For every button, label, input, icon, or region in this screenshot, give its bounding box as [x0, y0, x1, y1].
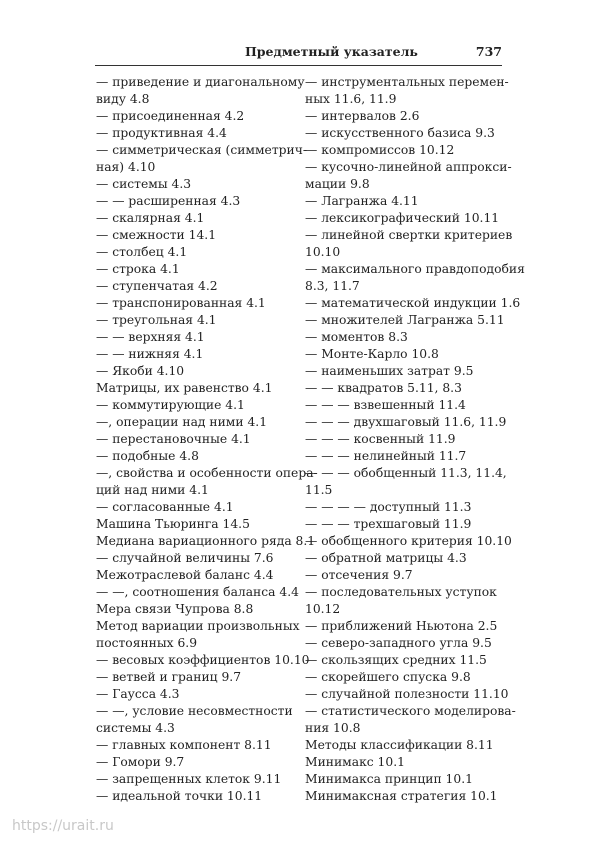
- index-entry: ния 10.8: [305, 721, 361, 735]
- index-entry: — Якоби 4.10: [96, 364, 185, 378]
- page-number: 737: [475, 44, 502, 59]
- index-entry: — подобные 4.8: [96, 449, 199, 463]
- index-entry: ная) 4.10: [96, 160, 156, 174]
- index-entry: — — — нелинейный 11.7: [305, 449, 467, 463]
- index-entry: — математической индукции 1.6: [305, 296, 521, 310]
- index-entry: — — — — доступный 11.3: [305, 500, 472, 514]
- index-entry: — компромиссов 10.12: [305, 143, 455, 157]
- index-column-right: [305, 74, 525, 805]
- index-entry: Минимаксная стратегия 10.1: [305, 789, 498, 803]
- index-entry: Матрицы, их равенство 4.1: [96, 381, 273, 395]
- index-entry: — — верхняя 4.1: [96, 330, 205, 344]
- index-entry: — системы 4.3: [96, 177, 192, 191]
- index-entry: — множителей Лагранжа 5.11: [305, 313, 505, 327]
- index-entry: — приведение и диагональному: [96, 75, 305, 89]
- index-entry: — продуктивная 4.4: [96, 126, 227, 140]
- page-header: [95, 44, 502, 64]
- index-entry: — — расширенная 4.3: [96, 194, 241, 208]
- index-entry: — Лагранжа 4.11: [305, 194, 419, 208]
- index-entry: ных 11.6, 11.9: [305, 92, 397, 106]
- index-entry: — инструментальных перемен-: [305, 75, 509, 89]
- index-entry: виду 4.8: [96, 92, 150, 106]
- index-entry: Мера связи Чупрова 8.8: [96, 602, 254, 616]
- index-entry: — столбец 4.1: [96, 245, 188, 259]
- watermark-url: https://urait.ru: [12, 818, 114, 834]
- index-entry: Медиана вариационного ряда 8.1: [96, 534, 316, 548]
- index-entry: — — — взвешенный 11.4: [305, 398, 466, 412]
- index-entry: — статистического моделирова-: [305, 704, 516, 718]
- index-entry: Межотраслевой баланс 4.4: [96, 568, 274, 582]
- index-entry: — искусственного базиса 9.3: [305, 126, 495, 140]
- index-entry: — ступенчатая 4.2: [96, 279, 218, 293]
- index-entry: — обратной матрицы 4.3: [305, 551, 467, 565]
- index-entry: Минимакс 10.1: [305, 755, 405, 769]
- index-entry: Минимакса принцип 10.1: [305, 772, 473, 786]
- index-entry: — северо-западного угла 9.5: [305, 636, 492, 650]
- index-entry: — — — трехшаговый 11.9: [305, 517, 472, 531]
- index-entry: — наименьших затрат 9.5: [305, 364, 474, 378]
- index-entry: — идеальной точки 10.11: [96, 789, 263, 803]
- index-entry: — моментов 8.3: [305, 330, 408, 344]
- index-entry: — лексикографический 10.11: [305, 211, 500, 225]
- index-entry: — интервалов 2.6: [305, 109, 420, 123]
- index-entry: —, свойства и особенности опера-: [96, 466, 318, 480]
- index-entry: ций над ними 4.1: [96, 483, 209, 497]
- index-entry: — максимального правдоподобия: [305, 262, 525, 276]
- index-entry: —, операции над ними 4.1: [96, 415, 268, 429]
- index-entry: — —, условие несовместности: [96, 704, 293, 718]
- index-entry: 8.3, 11.7: [305, 279, 360, 293]
- index-entry: постоянных 6.9: [96, 636, 198, 650]
- index-entry: — перестановочные 4.1: [96, 432, 251, 446]
- index-entry: — — нижняя 4.1: [96, 347, 204, 361]
- index-entry: — приближений Ньютона 2.5: [305, 619, 498, 633]
- index-entry: 11.5: [305, 483, 333, 497]
- index-entry: — симметрическая (симметрич-: [96, 143, 307, 157]
- index-entry: Методы классификации 8.11: [305, 738, 494, 752]
- index-entry: — линейной свертки критериев: [305, 228, 513, 242]
- index-entry: — коммутирующие 4.1: [96, 398, 245, 412]
- index-entry: 10.10: [305, 245, 341, 259]
- index-entry: — присоединенная 4.2: [96, 109, 245, 123]
- index-entry: 10.12: [305, 602, 341, 616]
- index-entry: — скорейшего спуска 9.8: [305, 670, 471, 684]
- index-entry: — — квадратов 5.11, 8.3: [305, 381, 462, 395]
- index-entry: — Монте-Карло 10.8: [305, 347, 439, 361]
- index-entry: Метод вариации произвольных: [96, 619, 300, 633]
- index-column-left: [96, 74, 318, 805]
- index-entry: — главных компонент 8.11: [96, 738, 272, 752]
- index-entry: — строка 4.1: [96, 262, 180, 276]
- index-entry: — треугольная 4.1: [96, 313, 217, 327]
- index-entry: — —, соотношения баланса 4.4: [96, 585, 299, 599]
- index-entry: — скалярная 4.1: [96, 211, 205, 225]
- index-entry: — случайной полезности 11.10: [305, 687, 509, 701]
- index-entry: системы 4.3: [96, 721, 175, 735]
- index-entry: — Гомори 9.7: [96, 755, 185, 769]
- index-entry: — согласованные 4.1: [96, 500, 234, 514]
- index-entry: Машина Тьюринга 14.5: [96, 517, 250, 531]
- index-entry: — случайной величины 7.6: [96, 551, 274, 565]
- index-entry: — отсечения 9.7: [305, 568, 413, 582]
- index-entry: — смежности 14.1: [96, 228, 217, 242]
- index-entry: — кусочно-линейной аппрокси-: [305, 160, 512, 174]
- index-entry: — запрещенных клеток 9.11: [96, 772, 282, 786]
- index-entry: — — — обобщенный 11.3, 11.4,: [305, 466, 507, 480]
- index-entry: — скользящих средних 11.5: [305, 653, 487, 667]
- index-entry: — транспонированная 4.1: [96, 296, 266, 310]
- index-entry: — весовых коэффициентов 10.10: [96, 653, 310, 667]
- index-entry: — Гаусса 4.3: [96, 687, 180, 701]
- running-title: Предметный указатель: [245, 44, 418, 59]
- header-rule: [95, 65, 502, 66]
- index-entry: — — — двухшаговый 11.6, 11.9: [305, 415, 507, 429]
- index-entry: — — — косвенный 11.9: [305, 432, 456, 446]
- index-entry: — ветвей и границ 9.7: [96, 670, 242, 684]
- index-entry: мации 9.8: [305, 177, 370, 191]
- index-entry: — последовательных уступок: [305, 585, 497, 599]
- index-entry: — обобщенного критерия 10.10: [305, 534, 512, 548]
